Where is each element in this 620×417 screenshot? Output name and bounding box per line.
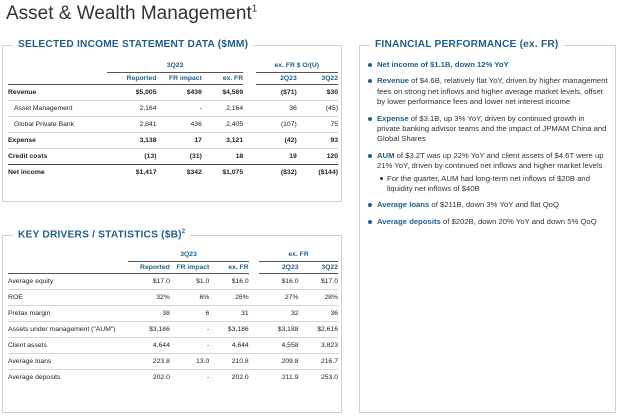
period-group-label: 3Q23: [128, 248, 248, 261]
row-value: 19: [256, 148, 297, 164]
column-header-row: [8, 261, 338, 273]
row-value: 32%: [128, 289, 170, 305]
row-label: Global Private Bank: [8, 116, 107, 132]
blank-cell: [249, 353, 259, 369]
bullet-highlight: Average deposits: [377, 216, 441, 226]
bullet-text: of $4.6B, relatively flat YoY, driven by higher management fees on strong net inflows and higher average market levels, offset by lower performance fees and lower net interest income: [377, 76, 608, 107]
performance-bullet: [368, 151, 609, 195]
row-value: 211.9: [282, 373, 299, 381]
row-value: 28%: [299, 289, 338, 305]
row-value: 4,558: [259, 337, 298, 353]
row-value: 4,644: [128, 337, 170, 353]
row-value: (31): [157, 148, 202, 164]
page-title: Asset & Wealth Management$^1$: [6, 3, 258, 24]
row-value: 120: [297, 148, 338, 164]
group-header-row: [8, 59, 338, 72]
period-group-label: 3Q23: [107, 59, 243, 72]
row-value: 18: [202, 148, 243, 164]
table-row: [8, 337, 338, 353]
column-header: 3Q22: [297, 72, 338, 84]
bullet-highlight: AUM: [377, 150, 395, 160]
key-drivers-heading: KEY DRIVERS / STATISTICS ($B)$^2$: [13, 229, 190, 240]
row-label: Average equity: [8, 273, 128, 289]
blank-cell: [249, 321, 259, 337]
row-value: $3,186: [209, 321, 248, 337]
bullet-text: of $202B, down 20% YoY and down 5% QoQ: [440, 216, 597, 226]
performance-bullet: [368, 200, 609, 210]
row-value: -: [170, 337, 209, 353]
blank-cell: [249, 337, 259, 353]
row-value: ($32): [280, 168, 297, 176]
table-row: [8, 164, 338, 180]
table-row: [8, 305, 338, 321]
performance-bullet: [368, 217, 609, 227]
row-value: $16.0: [209, 273, 248, 289]
row-value: 2,164: [107, 100, 157, 116]
row-value: 36: [256, 100, 297, 116]
column-header: ex. FR: [202, 72, 243, 84]
financial-performance-list: [368, 60, 609, 233]
row-value: 27%: [259, 289, 298, 305]
bullet-text: of $211B, down 3% YoY and flat QoQ: [429, 200, 559, 210]
group-header-row: [8, 248, 338, 261]
row-value: 4,644: [209, 337, 248, 353]
row-label: Average loans: [8, 353, 128, 369]
row-value: 436: [157, 116, 202, 132]
blank-cell: [249, 289, 259, 305]
row-value: (107): [256, 116, 297, 132]
row-value: ($71): [256, 84, 297, 100]
bullet-highlight: Revenue: [377, 76, 410, 86]
variance-group-label: ex. FR: [259, 248, 338, 261]
variance-group-label: ex. FR $ O/(U): [256, 59, 339, 72]
blank-cell: [243, 116, 255, 132]
row-label: Pretax margin: [8, 305, 128, 321]
table-row: [8, 353, 338, 369]
column-header: 3Q22: [299, 261, 338, 273]
blank-cell: [249, 369, 259, 385]
column-header-row: [8, 72, 338, 84]
row-value: $4,569: [202, 84, 243, 100]
row-value: 6: [170, 305, 209, 321]
row-value: (42): [256, 132, 297, 148]
row-label: Average deposits: [8, 373, 61, 381]
financial-performance-heading: FINANCIAL PERFORMANCE (ex. FR): [370, 39, 564, 50]
row-value: $1.0: [170, 273, 209, 289]
blank-cell: [249, 261, 259, 273]
table-row: [8, 273, 338, 289]
income-statement-panel: [2, 39, 342, 202]
row-value: 38: [128, 305, 170, 321]
row-value: 223.8: [128, 353, 170, 369]
row-value: 3,823: [299, 337, 338, 353]
table-row: [8, 132, 338, 148]
performance-bullet: [368, 60, 609, 70]
bullet-highlight: Average loans: [377, 200, 430, 210]
row-value: $2,616: [299, 321, 338, 337]
row-label: Expense: [8, 132, 107, 148]
bullet-highlight: Net income of $1.1B, down 12% YoY: [377, 60, 509, 69]
income-statement-table: [8, 59, 338, 180]
row-value: $1,075: [222, 168, 244, 176]
row-label: Credit costs: [8, 148, 107, 164]
row-value: 202.0: [231, 373, 249, 381]
row-value: 31: [209, 305, 248, 321]
column-header: FR impact: [157, 72, 202, 84]
income-statement-heading: SELECTED INCOME STATEMENT DATA ($MM): [13, 39, 253, 50]
bullet-text: of $3.2T was up 22% YoY and client assets of $4.6T were up 21% YoY, driven by continued net inflows and higher market levels: [377, 150, 604, 171]
blank-cell: [249, 273, 259, 289]
blank-cell: [8, 248, 128, 261]
blank-cell: [243, 132, 255, 148]
row-value: 6%: [170, 289, 209, 305]
sub-bullet: For the quarter, AUM had long-term net inflows of $20B and liquidity net inflows of $40B: [377, 174, 609, 195]
row-value: 202.0: [152, 373, 170, 381]
row-value: $16.0: [259, 273, 298, 289]
performance-bullet: [368, 76, 609, 107]
row-value: 32: [259, 305, 298, 321]
performance-bullet: [368, 114, 609, 145]
row-value: 26%: [209, 289, 248, 305]
row-value: 216.7: [299, 353, 338, 369]
row-value: 2,405: [202, 116, 243, 132]
row-label: Revenue: [8, 84, 107, 100]
row-value: $436: [157, 84, 202, 100]
row-value: -: [170, 321, 209, 337]
row-value: $1,417: [135, 168, 157, 176]
blank-cell: [8, 59, 107, 72]
row-value: 253.0: [320, 373, 338, 381]
row-value: 36: [299, 305, 338, 321]
row-value: $5,005: [107, 84, 157, 100]
row-value: -: [207, 373, 210, 381]
column-header: Reported: [107, 72, 157, 84]
row-value: ($144): [318, 168, 338, 176]
blank-cell: [8, 261, 128, 273]
table-row: [8, 148, 338, 164]
row-label: Client assets: [8, 337, 128, 353]
blank-cell: [243, 164, 255, 180]
table-row: [8, 100, 338, 116]
blank-cell: [243, 72, 255, 84]
row-value: 75: [297, 116, 338, 132]
row-value: 93: [297, 132, 338, 148]
row-value: 13.0: [170, 353, 209, 369]
row-label: Asset Management: [8, 100, 107, 116]
column-header: ex. FR: [209, 261, 248, 273]
row-value: 2,841: [107, 116, 157, 132]
row-value: 3,138: [107, 132, 157, 148]
blank-cell: [249, 248, 259, 261]
row-label: ROE: [8, 289, 128, 305]
row-value: (45): [297, 100, 338, 116]
blank-cell: [249, 305, 259, 321]
row-value: $3,186: [128, 321, 170, 337]
row-value: $17.0: [299, 273, 338, 289]
blank-cell: [8, 72, 107, 84]
column-header: Reported: [128, 261, 170, 273]
financial-performance-panel: [359, 39, 616, 413]
row-label: Assets under management ("AUM"): [8, 321, 128, 337]
blank-cell: [243, 148, 255, 164]
table-row: [8, 321, 338, 337]
row-value: 210.8: [209, 353, 248, 369]
row-value: $3,188: [259, 321, 298, 337]
bullet-highlight: Expense: [377, 113, 409, 123]
sub-bullet-list: [377, 174, 609, 195]
column-header: FR impact: [170, 261, 209, 273]
row-value: $30: [297, 84, 338, 100]
bullet-text: of $3.1B, up 3% YoY, driven by continued growth in private banking advisor teams and the impact of JPMAM China and Global Shares: [377, 113, 607, 144]
row-value: 209.8: [259, 353, 298, 369]
row-value: $17.0: [128, 273, 170, 289]
table-row: [8, 289, 338, 305]
key-drivers-table: [8, 248, 338, 385]
table-row: [8, 369, 338, 385]
row-label: Net income: [8, 168, 45, 176]
key-drivers-panel: [2, 229, 342, 413]
column-header: 2Q23: [259, 261, 298, 273]
blank-cell: [243, 100, 255, 116]
column-header: 2Q23: [256, 72, 297, 84]
row-value: 17: [157, 132, 202, 148]
blank-cell: [243, 84, 255, 100]
table-row: [8, 84, 338, 100]
row-value: -: [157, 100, 202, 116]
table-row: [8, 116, 338, 132]
row-value: 2,164: [202, 100, 243, 116]
row-value: 3,121: [202, 132, 243, 148]
blank-cell: [243, 59, 255, 72]
row-value: $342: [186, 168, 202, 176]
row-value: (13): [107, 148, 157, 164]
